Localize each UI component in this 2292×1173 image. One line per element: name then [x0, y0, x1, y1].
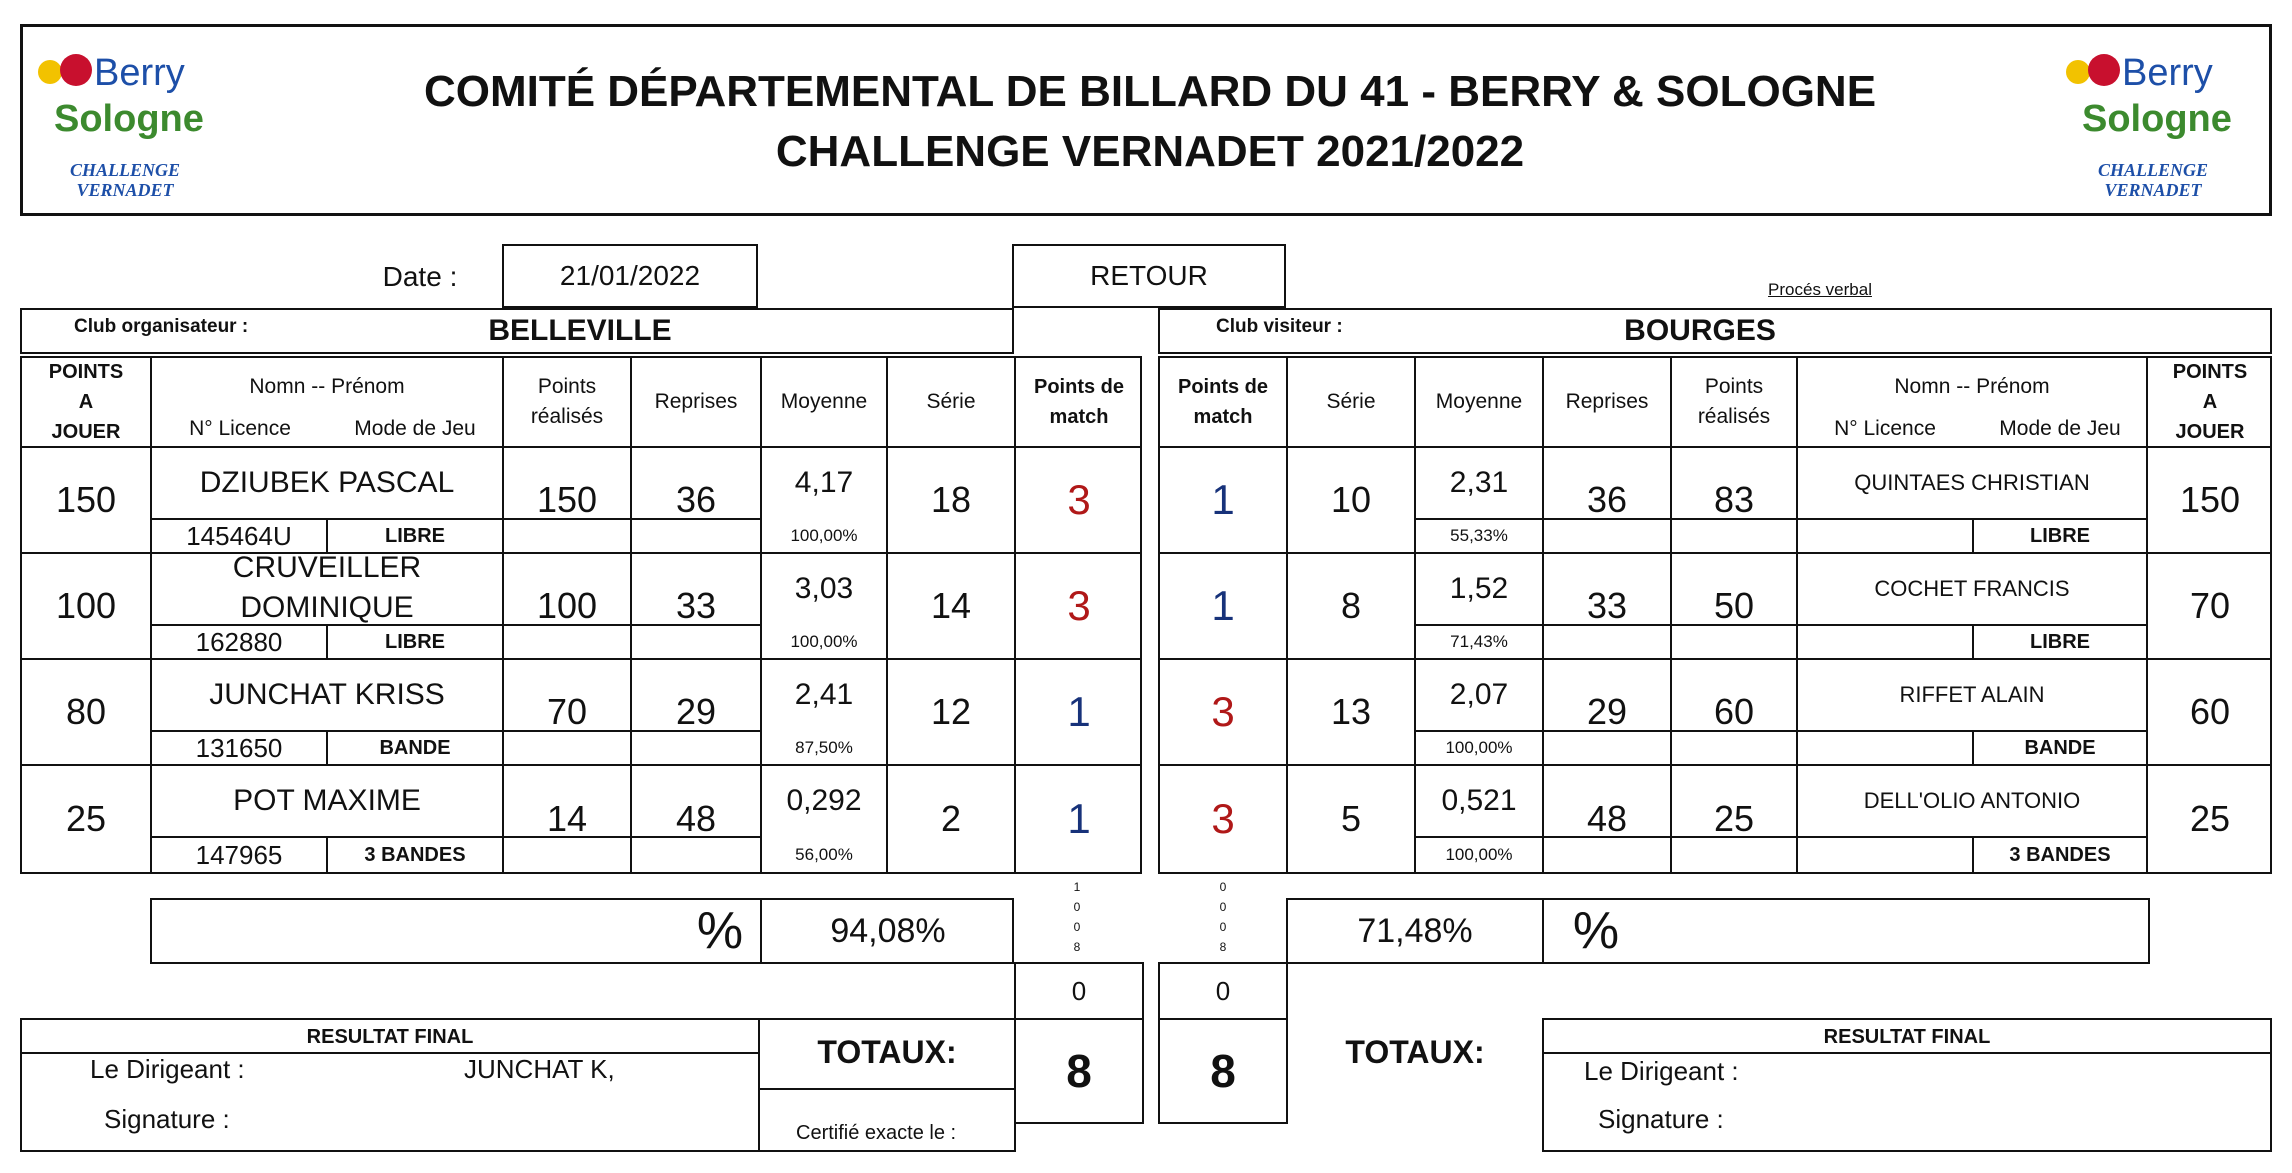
home-row-4-reprises: 48 [675, 798, 717, 839]
away-col-nom: Nomn -- Prénom [1894, 375, 2050, 398]
away-row-3-name: RIFFET ALAIN [1899, 682, 2045, 707]
away-col-serie: Série [1326, 390, 1376, 413]
away-total-box: 8 [1158, 1018, 1288, 1124]
away-row-1-mode: LIBRE [2030, 524, 2090, 547]
away-row-1-serie: 10 [1330, 479, 1372, 520]
away-row-3-reprises: 29 [1586, 691, 1628, 732]
logo-sologne-text: Sologne [2082, 98, 2232, 140]
home-row-2-moyenne: 3,03 [794, 572, 854, 605]
away-row-1-pts-real: 83 [1713, 479, 1755, 520]
home-row-3-pts-match: 1 [1067, 688, 1091, 735]
away-col-mode: Mode de Jeu [1999, 417, 2121, 440]
logo-vernadet-text: VERNADET [2104, 180, 2202, 200]
home-row-1-moyenne: 4,17 [794, 466, 854, 499]
home-row-3-mode: BANDE [379, 736, 451, 759]
away-row-4-name: DELL'OLIO ANTONIO [1863, 788, 2081, 813]
home-row-2-licence: 162880 [195, 626, 283, 657]
away-col-points-a-jouer: POINTS A JOUER [2172, 361, 2248, 443]
home-totaux-label: TOTAUX: [817, 1033, 957, 1070]
away-row-4-serie: 5 [1340, 798, 1362, 839]
home-row-4-serie: 2 [940, 798, 962, 839]
home-row-3-pts-real: 70 [546, 691, 588, 732]
home-row-4-moyenne: 0,292 [786, 784, 862, 817]
home-total-box: 8 [1014, 1018, 1144, 1124]
home-row-1-pts-jouer: 150 [55, 479, 117, 520]
date-label: Date : [382, 261, 458, 292]
away-row-2-moyenne: 1,52 [1449, 572, 1509, 605]
home-row-2-serie: 14 [930, 585, 972, 626]
home-row-3-licence: 131650 [195, 732, 283, 763]
away-row-4-moyenne: 0,521 [1441, 784, 1517, 817]
away-club-name: BOURGES [1624, 314, 1776, 347]
away-row-1-reprises: 36 [1586, 479, 1628, 520]
away-totaux-label: TOTAUX: [1345, 1033, 1485, 1070]
away-percent-symbol: % [1572, 902, 1620, 960]
home-row-4-licence: 147965 [195, 839, 283, 870]
away-col-points-match: Points de match [1177, 376, 1268, 428]
away-row-3-pct: 100,00% [1445, 738, 1513, 757]
away-row-1-pct: 55,33% [1450, 526, 1508, 545]
away-club-label: Club visiteur : [1216, 316, 1343, 337]
logo-challenge-text: CHALLENGE [2097, 160, 2208, 180]
date-field: 21/01/2022 [502, 244, 758, 308]
away-resultat-final: RESULTAT FINAL [1823, 1025, 1991, 1048]
away-col-points-realises: Points réalisés [1697, 375, 1771, 428]
home-col-reprises: Reprises [654, 390, 738, 413]
home-row-1-pts-match: 3 [1067, 476, 1091, 523]
home-percent-value: 94,08% [830, 911, 946, 950]
billiard-ball-red-icon [60, 54, 92, 86]
home-col-serie: Série [926, 390, 976, 413]
home-row-4-pts-jouer: 25 [65, 798, 107, 839]
away-row-2-serie: 8 [1340, 585, 1362, 626]
away-row-1-pts-jouer: 150 [2179, 479, 2241, 520]
home-row-4-name: POT MAXIME [233, 784, 421, 817]
home-col-moyenne: Moyenne [780, 390, 868, 413]
away-row-3-pts-real: 60 [1713, 691, 1755, 732]
away-row-2-pct: 71,43% [1450, 632, 1508, 651]
home-col-licence: N° Licence [189, 417, 291, 440]
title-line-2: CHALLENGE VERNADET 2021/2022 [775, 127, 1525, 176]
home-row-2-pts-match: 3 [1067, 582, 1091, 629]
home-row-4-pct: 56,00% [795, 845, 853, 864]
home-row-3-name: JUNCHAT KRISS [209, 678, 445, 711]
away-row-2-pts-jouer: 70 [2189, 585, 2231, 626]
home-col-points-a-jouer: POINTS A JOUER [48, 361, 124, 443]
away-row-4-mode: 3 BANDES [2009, 843, 2111, 866]
away-row-3-serie: 13 [1330, 691, 1372, 732]
away-row-2-pts-match: 1 [1211, 582, 1235, 629]
away-zero-box: 0 [1158, 962, 1288, 1020]
home-row-4-mode: 3 BANDES [364, 843, 466, 866]
home-zero-box: 0 [1014, 962, 1144, 1020]
home-row-1-pct: 100,00% [790, 526, 858, 545]
home-row-1-mode: LIBRE [385, 524, 445, 547]
home-dirigeant-name: JUNCHAT K, [464, 1054, 615, 1084]
home-vertical-digits: 1 0 0 8 [1073, 880, 1081, 954]
billiard-ball-red-icon [2088, 54, 2120, 86]
away-row-2-pts-real: 50 [1713, 585, 1755, 626]
away-row-2-name: COCHET FRANCIS [1874, 576, 2070, 601]
away-vertical-digits: 0 0 0 8 [1219, 880, 1227, 954]
home-dirigeant-label: Le Dirigeant : [90, 1054, 245, 1084]
away-row-3-moyenne: 2,07 [1449, 678, 1509, 711]
logo-berry-text: Berry [94, 52, 185, 94]
home-club-name: BELLEVILLE [488, 314, 672, 347]
away-signature-label: Signature : [1598, 1104, 1724, 1134]
home-row-2-pts-real: 100 [536, 585, 598, 626]
home-resultat-final: RESULTAT FINAL [306, 1025, 474, 1048]
away-row-4-pts-jouer: 25 [2189, 798, 2231, 839]
away-col-licence: N° Licence [1834, 417, 1936, 440]
away-row-1-moyenne: 2,31 [1449, 466, 1509, 499]
away-row-3-pts-match: 3 [1211, 688, 1235, 735]
home-percent-symbol: % [696, 902, 744, 960]
home-row-3-pts-jouer: 80 [65, 691, 107, 732]
home-col-mode: Mode de Jeu [354, 417, 476, 440]
home-row-3-serie: 12 [930, 691, 972, 732]
home-row-2-pts-jouer: 100 [55, 585, 117, 626]
away-row-2-reprises: 33 [1586, 585, 1628, 626]
home-row-4-pts-match: 1 [1067, 795, 1091, 842]
home-row-3-moyenne: 2,41 [794, 678, 854, 711]
away-row-3-pts-jouer: 60 [2189, 691, 2231, 732]
home-row-2-reprises: 33 [675, 585, 717, 626]
away-row-4-reprises: 48 [1586, 798, 1628, 839]
home-row-1-licence: 145464U [186, 520, 292, 551]
away-row-1-name: QUINTAES CHRISTIAN [1854, 470, 2090, 495]
away-col-moyenne: Moyenne [1435, 390, 1523, 413]
logo-sologne-text: Sologne [54, 98, 204, 140]
logo-vernadet-text: VERNADET [76, 180, 174, 200]
away-row-3-mode: BANDE [2024, 736, 2096, 759]
away-percent-value: 71,48% [1357, 911, 1473, 950]
home-col-points-match: Points de match [1033, 376, 1124, 428]
home-row-2-name: CRUVEILLER DOMINIQUE [232, 551, 422, 624]
leg-field: RETOUR [1012, 244, 1286, 308]
title-banner [20, 24, 2272, 216]
home-row-1-pts-real: 150 [536, 479, 598, 520]
away-row-4-pts-match: 3 [1211, 795, 1235, 842]
title-line-1: COMITÉ DÉPARTEMENTAL DE BILLARD DU 41 - BERRY & SOLOGNE [423, 67, 1877, 116]
away-row-2-mode: LIBRE [2030, 630, 2090, 653]
away-row-1-pts-match: 1 [1211, 476, 1235, 523]
berry-sologne-logo-right [2060, 50, 2260, 210]
home-row-1-serie: 18 [930, 479, 972, 520]
home-row-3-reprises: 29 [675, 691, 717, 732]
home-row-1-reprises: 36 [675, 479, 717, 520]
billiard-ball-yellow-icon [38, 60, 62, 84]
away-col-reprises: Reprises [1565, 390, 1649, 413]
home-row-2-pct: 100,00% [790, 632, 858, 651]
berry-sologne-logo-left [32, 50, 232, 210]
home-club-label: Club organisateur : [74, 316, 249, 337]
home-col-points-realises: Points réalisés [530, 375, 604, 428]
logo-challenge-text: CHALLENGE [69, 160, 180, 180]
home-row-4-pts-real: 14 [546, 798, 588, 839]
away-row-4-pct: 100,00% [1445, 845, 1513, 864]
certifie-label: Certifié exacte le : [796, 1122, 957, 1144]
home-row-3-pct: 87,50% [795, 738, 853, 757]
logo-berry-text: Berry [2122, 52, 2213, 94]
away-dirigeant-label: Le Dirigeant : [1584, 1056, 1739, 1086]
away-row-4-pts-real: 25 [1713, 798, 1755, 839]
home-signature-label: Signature : [104, 1104, 230, 1134]
billiard-ball-yellow-icon [2066, 60, 2090, 84]
home-col-nom: Nomn -- Prénom [249, 375, 405, 398]
home-row-2-mode: LIBRE [385, 630, 445, 653]
home-row-1-name: DZIUBEK PASCAL [199, 466, 455, 499]
proces-verbal-link[interactable]: Procés verbal [1768, 280, 1872, 299]
